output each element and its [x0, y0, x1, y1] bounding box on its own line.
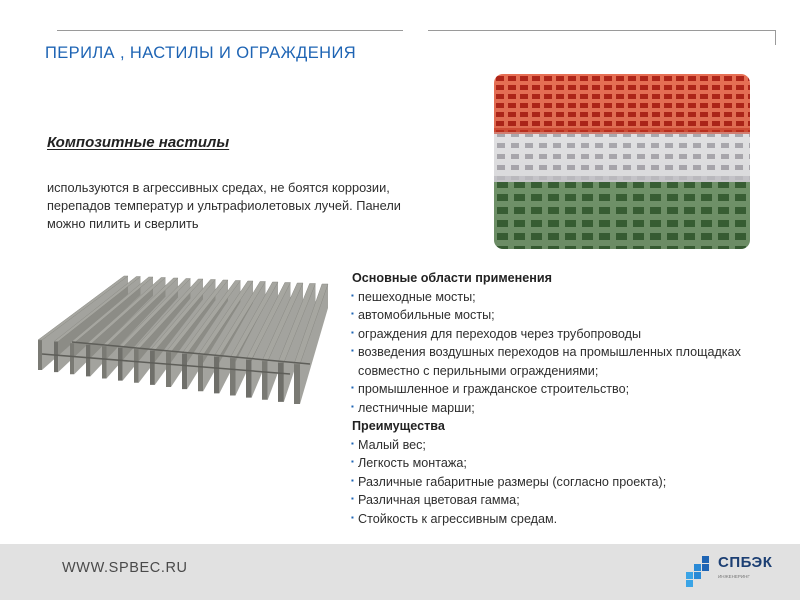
footer-bar — [0, 544, 800, 600]
advantages-item: ▪ Стойкость к агрессивным средам. — [352, 510, 772, 529]
beam-web — [278, 363, 284, 402]
beam-web — [246, 360, 252, 398]
advantages-list — [352, 436, 772, 529]
advantages-item: ▪ Легкость монтажа; — [352, 454, 772, 473]
applications-block — [352, 269, 772, 528]
beam-web — [294, 364, 300, 404]
section-subtitle: Композитные настилы — [47, 134, 230, 151]
beam-web — [230, 358, 236, 396]
applications-item: ▪ пешеходные мосты; — [352, 288, 772, 307]
logo-name: СПБЭК — [718, 554, 773, 571]
beam-web — [118, 348, 123, 381]
beam-web — [166, 352, 171, 387]
applications-heading: Основные области применения — [352, 271, 552, 285]
advantages-item: ▪ Малый вес; — [352, 436, 772, 455]
logo-mark-icon — [684, 554, 716, 588]
advantages-heading: Преимущества — [352, 419, 445, 433]
beam-web — [86, 345, 90, 377]
beam-web — [134, 349, 139, 383]
top-rule-tick — [775, 30, 776, 45]
beam-web — [182, 354, 187, 390]
slide-title: ПЕРИЛА , НАСТИЛЫ И ОГРАЖДЕНИЯ — [45, 44, 357, 62]
logo-tagline: ИНЖЕНЕРИНГ — [718, 574, 750, 579]
beam-web — [102, 346, 107, 379]
applications-list — [352, 288, 772, 418]
top-rule-right — [428, 30, 776, 31]
beam-web — [54, 342, 58, 373]
beam-web — [198, 355, 203, 391]
beam-web — [150, 351, 155, 385]
beam-web — [38, 340, 42, 370]
section-description: используются в агрессивных средах, не боятся коррозии, перепадов температур и ультрафиолетовых лучей. Панели можно пилить и сверлить — [47, 180, 401, 231]
applications-item: ▪ промышленное и гражданское строительство; — [352, 380, 772, 399]
advantages-item: ▪ Различная цветовая гамма; — [352, 491, 772, 510]
beam-web — [214, 357, 219, 394]
beam-web — [70, 343, 74, 374]
applications-item: ▪ ограждения для переходов через трубопроводы — [352, 325, 772, 344]
applications-item: ▪ лестничные марши; — [352, 399, 772, 418]
footer-url-link[interactable]: WWW.SPBEC.RU — [62, 560, 188, 576]
beams-photo — [32, 270, 332, 420]
top-rule-left — [57, 30, 403, 31]
grating-photo — [494, 74, 750, 249]
applications-item: ▪ автомобильные мосты; — [352, 306, 772, 325]
company-logo — [684, 554, 784, 596]
beam-web — [262, 361, 268, 400]
applications-item: ▪ возведения воздушных переходов на промышленных площадках совместно с перильными ограждениями; — [352, 343, 772, 380]
advantages-item: ▪ Различные габаритные размеры (согласно проекта); — [352, 473, 772, 492]
